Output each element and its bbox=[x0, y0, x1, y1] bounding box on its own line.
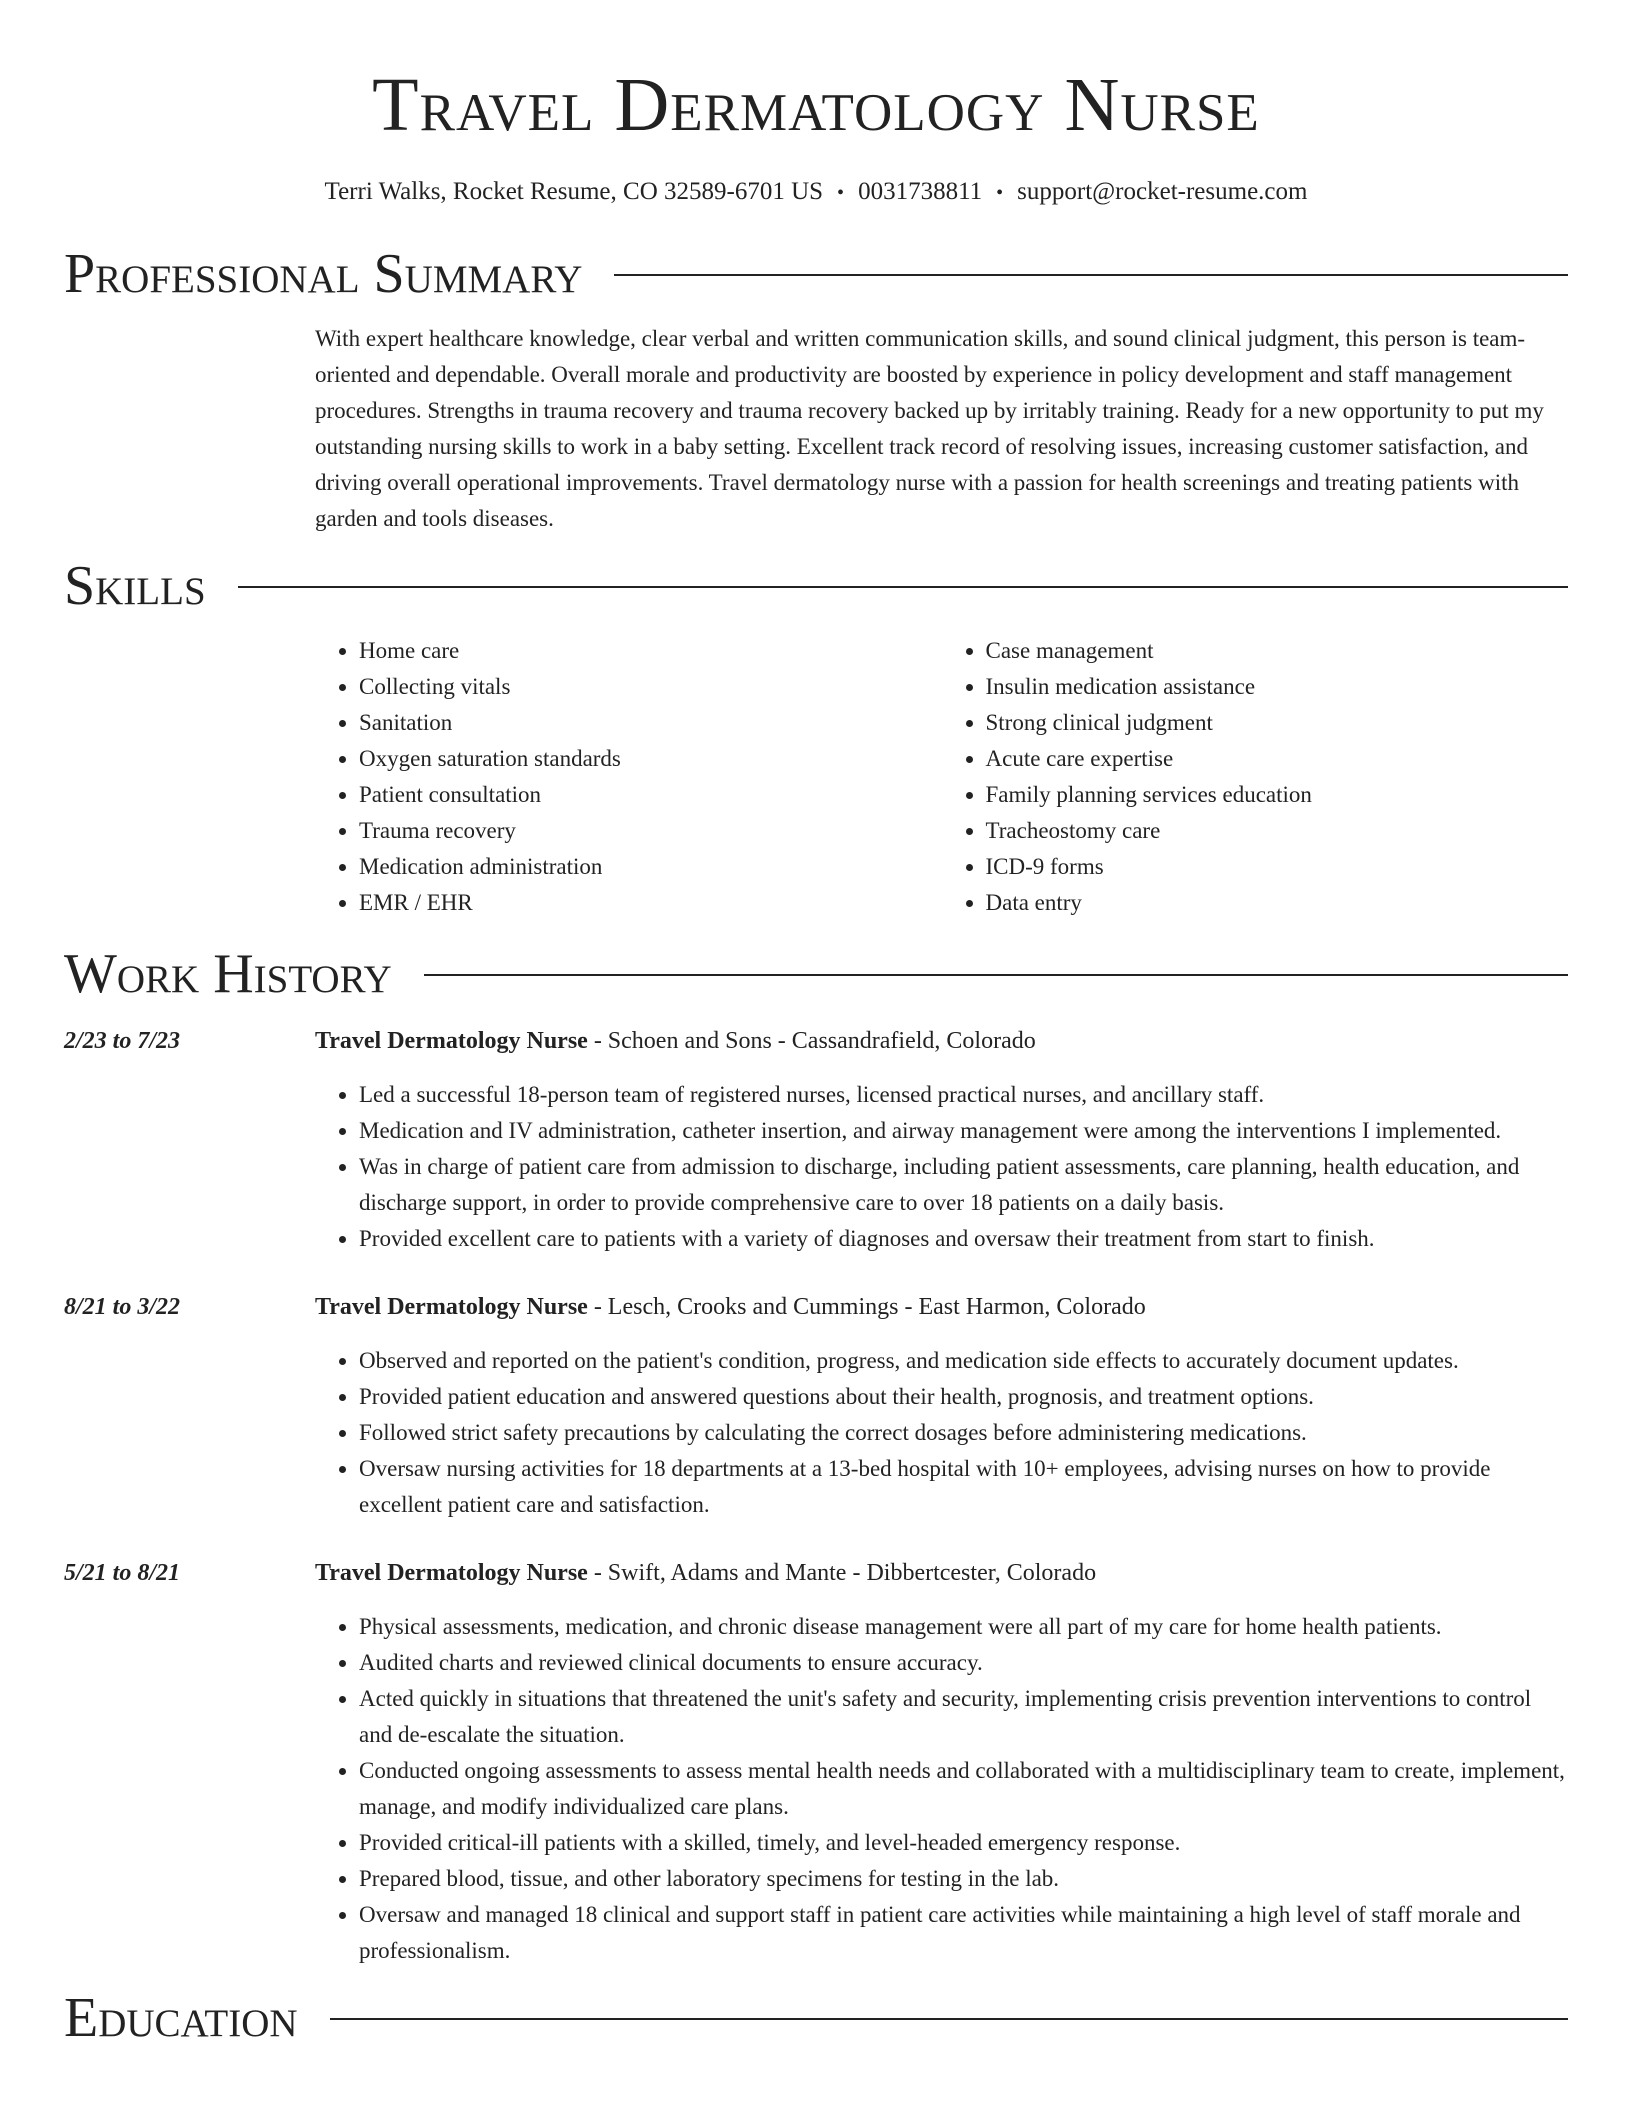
summary-text: With expert healthcare knowledge, clear verbal and written communication skills, and sound clinical judgment, this person is team-oriented and dependable. Overall morale and productivity are boosted by experience in policy development and staff management procedures. Strengths in trauma recovery and trauma recovery backed up by irritably training. Ready for a new opportunity to put my outstanding nursing skills to work in a baby setting. Excellent track record of resolving issues, increasing customer satisfaction, and driving overall operational improvements. Travel dermatology nurse with a passion for health screenings and treating patients with garden and tools diseases. bbox=[315, 326, 1544, 531]
education-heading bbox=[64, 1983, 1568, 2053]
skills-heading bbox=[64, 551, 1568, 621]
job-bullet: • Physical assessments, medication, and chronic disease management were all part of my care for home health patients. bbox=[359, 1609, 1568, 1645]
job-bullet: • Acted quickly in situations that threatened the unit's safety and security, implementing crisis prevention interventions to control and de-escalate the situation. bbox=[359, 1681, 1568, 1753]
job-title: Travel Dermatology Nurse bbox=[315, 1028, 588, 1054]
job-bullet: • Provided patient education and answered questions about their health, prognosis, and treatment options. bbox=[359, 1379, 1568, 1415]
skill-item: • Case management bbox=[986, 633, 1569, 669]
job-entry bbox=[64, 1023, 1568, 1257]
job-bullet-list bbox=[315, 1609, 1568, 1969]
skill-item: • Sanitation bbox=[359, 705, 942, 741]
skill-item: • Acute care expertise bbox=[986, 741, 1569, 777]
skill-item: • ICD-9 forms bbox=[986, 849, 1569, 885]
summary-title: Professional Summary bbox=[64, 243, 583, 305]
skills-columns bbox=[315, 633, 1568, 921]
skill-item: • Home care bbox=[359, 633, 942, 669]
contact-email[interactable]: support@rocket-resume.com bbox=[1017, 178, 1308, 205]
work-title: Work History bbox=[64, 943, 392, 1005]
summary-section bbox=[64, 239, 1568, 537]
contact-line bbox=[64, 176, 1568, 209]
skill-item: • Medication administration bbox=[359, 849, 942, 885]
job-heading bbox=[315, 1555, 1568, 1591]
job-bullet: • Oversaw nursing activities for 18 departments at a 13-bed hospital with 10+ employees, advising nurses on how to provide excellent patient care and satisfaction. bbox=[359, 1451, 1568, 1523]
job-dates: 2/23 to 7/23 bbox=[64, 1028, 181, 1054]
resume-page bbox=[64, 0, 1568, 2053]
contact-phone: 0031738811 bbox=[858, 178, 983, 205]
job-bullet-list bbox=[315, 1077, 1568, 1257]
summary-heading bbox=[64, 239, 1568, 309]
skills-title: Skills bbox=[64, 555, 206, 617]
section-divider bbox=[424, 974, 1568, 976]
skill-item: • Patient consultation bbox=[359, 777, 942, 813]
work-section bbox=[64, 939, 1568, 1969]
job-bullet: • Was in charge of patient care from admission to discharge, including patient assessments, care planning, health education, and discharge support, in order to provide comprehensive care to over 18 patients on a daily basis. bbox=[359, 1149, 1568, 1221]
job-bullet: • Observed and reported on the patient's condition, progress, and medication side effects to accurately document updates. bbox=[359, 1343, 1568, 1379]
job-bullet: • Led a successful 18-person team of registered nurses, licensed practical nurses, and ancillary staff. bbox=[359, 1077, 1568, 1113]
job-bullet: • Followed strict safety precautions by calculating the correct dosages before administering medications. bbox=[359, 1415, 1568, 1451]
job-dates: 5/21 to 8/21 bbox=[64, 1560, 181, 1586]
job-title: Travel Dermatology Nurse bbox=[315, 1560, 588, 1586]
job-list bbox=[64, 1023, 1568, 1969]
job-employer-location: - Swift, Adams and Mante - Dibbertcester, Colorado bbox=[587, 1560, 1097, 1586]
skill-item: • Insulin medication assistance bbox=[986, 669, 1569, 705]
contact-separator: • bbox=[837, 182, 845, 204]
skill-item: • Collecting vitals bbox=[359, 669, 942, 705]
section-divider bbox=[330, 2018, 1568, 2020]
section-divider bbox=[238, 586, 1568, 588]
job-bullet: • Audited charts and reviewed clinical documents to ensure accuracy. bbox=[359, 1645, 1568, 1681]
skills-list-left bbox=[315, 633, 942, 921]
job-heading bbox=[315, 1023, 1568, 1059]
skill-item: • Strong clinical judgment bbox=[986, 705, 1569, 741]
job-title: Travel Dermatology Nurse bbox=[315, 1294, 588, 1320]
job-dates: 8/21 to 3/22 bbox=[64, 1294, 181, 1320]
job-employer-location: - Lesch, Crooks and Cummings - East Harmon, Colorado bbox=[587, 1294, 1146, 1320]
education-title: Education bbox=[64, 1987, 298, 2049]
skill-item: • Tracheostomy care bbox=[986, 813, 1569, 849]
job-bullet-list bbox=[315, 1343, 1568, 1523]
education-section bbox=[64, 1983, 1568, 2053]
job-bullet: • Prepared blood, tissue, and other laboratory specimens for testing in the lab. bbox=[359, 1861, 1568, 1897]
job-employer-location: - Schoen and Sons - Cassandrafield, Colorado bbox=[587, 1028, 1036, 1054]
job-bullet: • Provided critical-ill patients with a skilled, timely, and level-headed emergency response. bbox=[359, 1825, 1568, 1861]
job-entry bbox=[64, 1289, 1568, 1523]
skills-list-right bbox=[942, 633, 1569, 921]
section-divider bbox=[614, 274, 1568, 276]
job-bullet: • Provided excellent care to patients with a variety of diagnoses and oversaw their treatment from start to finish. bbox=[359, 1221, 1568, 1257]
skill-item: • Oxygen saturation standards bbox=[359, 741, 942, 777]
job-bullet: • Conducted ongoing assessments to assess mental health needs and collaborated with a multidisciplinary team to create, implement, manage, and modify individualized care plans. bbox=[359, 1753, 1568, 1825]
skill-item: • EMR / EHR bbox=[359, 885, 942, 921]
skills-section bbox=[64, 551, 1568, 921]
contact-address: Terri Walks, Rocket Resume, CO 32589-6701 US bbox=[324, 178, 824, 205]
job-entry bbox=[64, 1555, 1568, 1969]
work-heading bbox=[64, 939, 1568, 1009]
job-heading bbox=[315, 1289, 1568, 1325]
resume-name: Travel Dermatology Nurse bbox=[372, 63, 1260, 147]
skill-item: • Family planning services education bbox=[986, 777, 1569, 813]
skill-item: • Trauma recovery bbox=[359, 813, 942, 849]
skill-item: • Data entry bbox=[986, 885, 1569, 921]
job-bullet: • Medication and IV administration, catheter insertion, and airway management were among the interventions I implemented. bbox=[359, 1113, 1568, 1149]
contact-separator: • bbox=[996, 182, 1004, 204]
job-bullet: • Oversaw and managed 18 clinical and support staff in patient care activities while maintaining a high level of staff morale and professionalism. bbox=[359, 1897, 1568, 1969]
